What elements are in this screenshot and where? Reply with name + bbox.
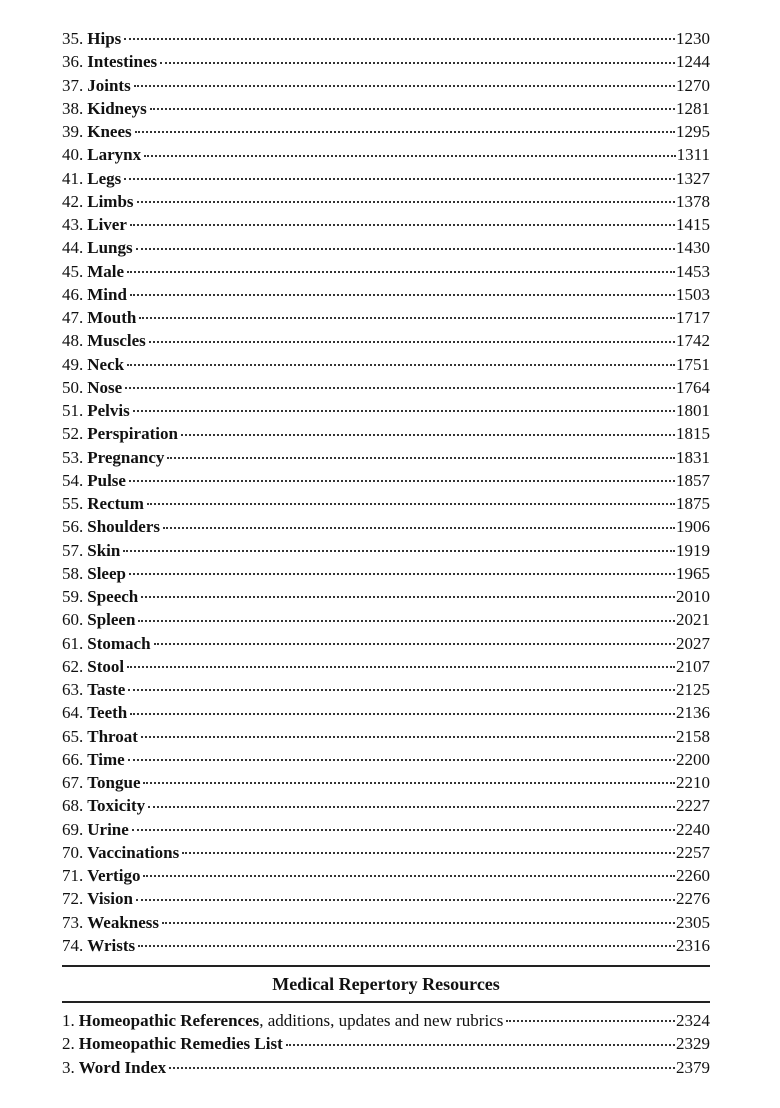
dot-leader (127, 363, 675, 366)
table-of-contents (62, 27, 710, 1079)
entry-title: Vertigo (87, 866, 141, 885)
entry-number: 41. (62, 168, 84, 188)
entry-title: Neck (87, 354, 125, 374)
toc-entry[interactable] (62, 562, 710, 585)
entry-title: Teeth (87, 703, 128, 723)
dot-leader (128, 688, 675, 691)
entry-number: 52. (62, 424, 84, 444)
entry-title: Hips (87, 29, 122, 48)
entry-number: 57. (62, 540, 84, 560)
toc-entry[interactable] (62, 841, 710, 864)
entry-number: 36. (62, 52, 84, 72)
toc-entry[interactable] (62, 27, 710, 50)
dot-leader (143, 781, 675, 784)
entry-number: 47. (62, 308, 84, 327)
entry-title: Intestines (87, 52, 158, 72)
entry-page-number: 2125 (676, 680, 710, 699)
entry-title: Vision (87, 889, 133, 909)
entry-number: 48. (62, 331, 84, 351)
entry-number: 64. (62, 703, 84, 723)
chapter-list (62, 27, 710, 957)
entry-title: Word Index (78, 1057, 167, 1077)
entry-page-number: 1503 (676, 284, 710, 304)
entry-page-number: 1281 (676, 98, 710, 118)
toc-entry[interactable] (62, 1009, 710, 1032)
dot-leader (130, 712, 675, 715)
dot-leader (129, 479, 675, 482)
entry-subtitle: , additions, updates and new rubrics (259, 1011, 504, 1030)
toc-entry[interactable] (62, 1056, 710, 1079)
dot-leader (128, 758, 675, 761)
entry-page-number: 2136 (676, 703, 710, 723)
entry-number: 43. (62, 215, 84, 234)
toc-entry[interactable] (62, 97, 710, 120)
entry-page-number: 2240 (676, 819, 710, 839)
entry-title: Skin (87, 540, 121, 560)
dot-leader (138, 944, 675, 947)
entry-title: Joints (87, 75, 131, 95)
entry-title: Toxicity (87, 796, 146, 816)
entry-title: Sleep (87, 563, 126, 583)
dot-leader (136, 247, 675, 250)
entry-title: Mind (87, 284, 127, 304)
toc-entry[interactable] (62, 655, 710, 678)
entry-number: 61. (62, 633, 84, 653)
entry-page-number: 1717 (676, 308, 710, 327)
entry-page-number: 2379 (676, 1057, 710, 1077)
entry-number: 70. (62, 842, 84, 862)
dot-leader (154, 642, 675, 645)
entry-title: Wrists (87, 935, 136, 955)
toc-entry[interactable] (62, 887, 710, 910)
entry-page-number: 1906 (676, 517, 710, 537)
toc-entry[interactable] (62, 934, 710, 957)
dot-leader (125, 386, 675, 389)
toc-entry[interactable] (62, 50, 710, 73)
toc-entry[interactable] (62, 469, 710, 492)
dot-leader (141, 735, 675, 738)
entry-title: Time (87, 749, 125, 769)
entry-title: Lungs (87, 238, 133, 258)
dot-leader (143, 874, 675, 877)
toc-entry[interactable] (62, 492, 710, 515)
toc-entry[interactable] (62, 539, 710, 562)
entry-page-number: 1244 (676, 52, 710, 72)
toc-entry[interactable] (62, 585, 710, 608)
dot-leader (124, 37, 675, 40)
dot-leader (160, 61, 675, 64)
entry-page-number: 1327 (676, 168, 710, 188)
dot-leader (123, 549, 675, 552)
toc-entry[interactable] (62, 748, 710, 771)
entry-page-number: 1801 (676, 401, 710, 420)
entry-page-number: 2276 (676, 889, 710, 909)
toc-entry[interactable] (62, 422, 710, 445)
dot-leader (148, 805, 675, 808)
entry-title: Spleen (87, 610, 136, 630)
toc-entry[interactable] (62, 74, 710, 97)
dot-leader (127, 270, 675, 273)
entry-page-number: 1453 (676, 261, 710, 281)
entry-page-number: 1764 (676, 377, 710, 397)
entry-title: Liver (87, 215, 127, 234)
entry-number: 44. (62, 238, 84, 258)
toc-entry[interactable] (62, 353, 710, 376)
dot-leader (132, 828, 675, 831)
dot-leader (141, 595, 675, 598)
toc-entry[interactable] (62, 376, 710, 399)
dot-leader (147, 502, 675, 505)
toc-entry[interactable] (62, 446, 710, 469)
entry-page-number: 2227 (676, 796, 710, 816)
entry-title: Taste (87, 680, 126, 699)
entry-number: 72. (62, 889, 84, 909)
entry-title: Knees (87, 122, 132, 141)
dot-leader (129, 572, 675, 575)
toc-entry[interactable] (62, 678, 710, 701)
entry-page-number: 2027 (676, 633, 710, 653)
entry-number: 60. (62, 610, 84, 630)
toc-entry[interactable] (62, 608, 710, 631)
entry-number: 56. (62, 517, 84, 537)
section-heading: Medical Repertory Resources (272, 974, 500, 994)
entry-title: Muscles (87, 331, 146, 351)
dot-leader (137, 200, 675, 203)
entry-page-number: 1751 (676, 354, 710, 374)
dot-leader (136, 898, 675, 901)
entry-number: 35. (62, 29, 84, 48)
entry-title: Throat (87, 726, 138, 746)
entry-number: 37. (62, 75, 84, 95)
entry-page-number: 1965 (676, 563, 710, 583)
toc-entry[interactable] (62, 329, 710, 352)
entry-page-number: 2324 (676, 1011, 710, 1030)
toc-entry[interactable] (62, 1032, 710, 1055)
toc-entry[interactable] (62, 911, 710, 934)
entry-number: 54. (62, 470, 84, 490)
toc-entry[interactable] (62, 725, 710, 748)
entry-title: Pelvis (87, 401, 130, 420)
toc-entry[interactable] (62, 818, 710, 841)
entry-page-number: 2021 (676, 610, 710, 630)
entry-title: Pulse (87, 470, 126, 490)
dot-leader (127, 665, 675, 668)
entry-number: 68. (62, 796, 84, 816)
entry-number: 71. (62, 866, 84, 885)
toc-entry[interactable] (62, 260, 710, 283)
entry-number: 63. (62, 680, 84, 699)
entry-page-number: 1415 (676, 215, 710, 234)
dot-leader (181, 433, 675, 436)
entry-page-number: 1742 (676, 331, 710, 351)
entry-number: 3. (62, 1057, 75, 1077)
toc-entry[interactable] (62, 283, 710, 306)
entry-page-number: 2107 (676, 656, 710, 676)
entry-number: 42. (62, 191, 84, 211)
toc-entry[interactable] (62, 120, 710, 143)
entry-number: 69. (62, 819, 84, 839)
dot-leader (286, 1043, 675, 1046)
entry-page-number: 1270 (676, 75, 710, 95)
entry-page-number: 2257 (676, 842, 710, 862)
entry-page-number: 2329 (676, 1034, 710, 1054)
entry-page-number: 1378 (676, 191, 710, 211)
entry-number: 40. (62, 145, 84, 165)
toc-entry[interactable] (62, 306, 710, 329)
entry-page-number: 1230 (676, 29, 710, 48)
entry-title: Shoulders (87, 517, 160, 537)
entry-page-number: 2158 (676, 726, 710, 746)
entry-number: 53. (62, 447, 84, 467)
entry-page-number: 2316 (676, 935, 710, 955)
dot-leader (130, 223, 675, 226)
entry-number: 58. (62, 563, 84, 583)
entry-title: Vaccinations (87, 842, 180, 862)
entry-title: Homeopathic References (78, 1011, 260, 1030)
entry-number: 65. (62, 726, 84, 746)
entry-number: 38. (62, 98, 84, 118)
entry-number: 66. (62, 749, 84, 769)
entry-page-number: 1875 (676, 494, 710, 513)
dot-leader (182, 851, 675, 854)
entry-title: Limbs (87, 191, 134, 211)
dot-leader (134, 84, 675, 87)
entry-page-number: 1311 (676, 145, 710, 165)
entry-title: Weakness (87, 912, 160, 932)
entry-number: 59. (62, 587, 84, 606)
entry-title: Rectum (87, 494, 144, 513)
entry-page-number: 1831 (676, 447, 710, 467)
dot-leader (169, 1066, 675, 1069)
entry-title: Kidneys (87, 98, 147, 118)
entry-number: 55. (62, 494, 84, 513)
entry-number: 2. (62, 1034, 75, 1054)
entry-title: Stomach (87, 633, 151, 653)
entry-page-number: 1815 (676, 424, 710, 444)
entry-number: 73. (62, 912, 84, 932)
entry-page-number: 2210 (676, 773, 710, 792)
entry-page-number: 2010 (676, 587, 710, 606)
entry-number: 62. (62, 656, 84, 676)
resource-list (62, 1009, 710, 1079)
entry-number: 46. (62, 284, 84, 304)
entry-page-number: 2305 (676, 912, 710, 932)
toc-entry[interactable] (62, 236, 710, 259)
entry-title: Male (87, 261, 125, 281)
toc-entry[interactable] (62, 167, 710, 190)
entry-number: 50. (62, 377, 84, 397)
entry-number: 51. (62, 401, 84, 420)
toc-entry[interactable] (62, 399, 710, 422)
entry-number: 39. (62, 122, 84, 141)
dot-leader (150, 107, 675, 110)
toc-entry[interactable] (62, 771, 710, 794)
dot-leader (124, 177, 675, 180)
entry-number: 1. (62, 1011, 75, 1030)
entry-title: Urine (87, 819, 129, 839)
dot-leader (149, 340, 675, 343)
entry-title: Tongue (87, 773, 141, 792)
toc-entry[interactable] (62, 794, 710, 817)
dot-leader (130, 293, 675, 296)
toc-entry[interactable] (62, 632, 710, 655)
entry-number: 74. (62, 935, 84, 955)
entry-page-number: 1295 (676, 122, 710, 141)
entry-number: 67. (62, 773, 84, 792)
dot-leader (133, 409, 675, 412)
entry-title: Nose (87, 377, 123, 397)
entry-title: Perspiration (87, 424, 178, 444)
entry-title: Stool (87, 656, 125, 676)
entry-title: Speech (87, 587, 139, 606)
toc-entry[interactable] (62, 143, 710, 166)
dot-leader (139, 316, 675, 319)
entry-page-number: 2200 (676, 749, 710, 769)
entry-number: 49. (62, 354, 84, 374)
entry-page-number: 1919 (676, 540, 710, 560)
dot-leader (138, 619, 675, 622)
entry-page-number: 2260 (676, 866, 710, 885)
dot-leader (167, 456, 675, 459)
entry-title: Larynx (87, 145, 142, 165)
entry-title: Pregnancy (87, 447, 165, 467)
entry-page-number: 1430 (676, 238, 710, 258)
dot-leader (144, 154, 676, 157)
dot-leader (163, 526, 675, 529)
entry-page-number: 1857 (676, 470, 710, 490)
toc-entry[interactable] (62, 190, 710, 213)
entry-title: Legs (87, 168, 122, 188)
entry-number: 45. (62, 261, 84, 281)
entry-title: Homeopathic Remedies List (78, 1034, 283, 1054)
dot-leader (506, 1019, 675, 1022)
entry-title: Mouth (87, 308, 137, 327)
dot-leader (162, 921, 675, 924)
toc-entry[interactable] (62, 515, 710, 538)
toc-entry[interactable] (62, 213, 710, 236)
toc-entry[interactable] (62, 701, 710, 724)
toc-entry[interactable] (62, 864, 710, 887)
dot-leader (135, 130, 675, 133)
